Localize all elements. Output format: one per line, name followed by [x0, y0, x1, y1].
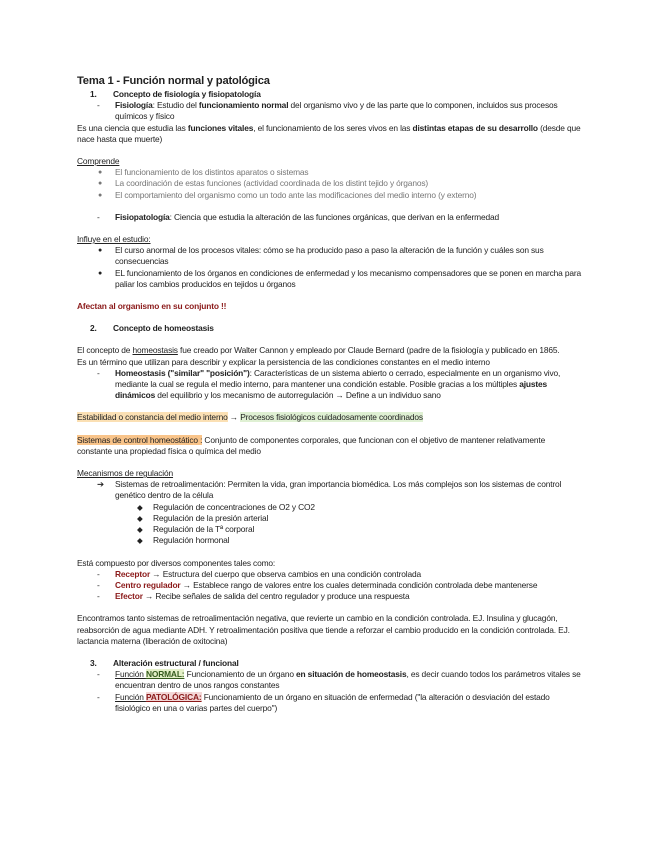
text: → Estructura del cuerpo que observa cambios en una condición controlada — [150, 568, 421, 579]
paragraph: Está compuesto por diversos componentes tales como: — [77, 557, 276, 568]
text: Funcionamiento de un órgano en situación de enfermedad ("la alteración o desviación del estado fisiológico en una o varias partes del cuerpo") — [115, 691, 550, 713]
item-text: EL funcionamiento de los órganos en condiciones de enfermedad y los mecanismo compensadores que se ponen en marcha para paliar los cambios producidos en tejidos u órganos — [115, 267, 582, 289]
bold-text: distintas etapas de su desarrollo — [412, 122, 538, 133]
document-title: Tema 1 - Función normal y patológica — [77, 75, 270, 87]
dash-marker: - — [97, 691, 100, 702]
document-page — [77, 74, 582, 714]
funcion-normal-item — [77, 669, 582, 691]
diamond-icon: ◆ — [137, 513, 143, 523]
term: Receptor — [115, 568, 151, 579]
item-text: El curso anormal de los procesos vitales: cómo se ha producido paso a paso la alteración de la función y cuáles son sus consecuencias — [115, 245, 544, 267]
highlight-text: Procesos fisiológicos cuidadosamente coordinados — [240, 412, 423, 423]
section-number: 1. — [90, 89, 97, 99]
mecanismos-heading: Mecanismos de regulación — [77, 468, 174, 479]
item-text: Regulación hormonal — [153, 535, 230, 546]
underlined-text: Función — [115, 669, 146, 680]
term: Efector — [115, 591, 143, 602]
bold-text: funciones vitales — [187, 122, 254, 133]
component-item — [77, 569, 582, 580]
text: del equilibrio y los mecanismo de autorregulación → Define a un individuo sano — [155, 390, 441, 401]
item-text: Regulación de la Tª corporal — [153, 524, 255, 535]
paragraph: Encontramos tanto sistemas de retroalimentación negativa, que revierte un cambio en la condición controlada. EJ. Insulina y glucagón, reabsorción de agua mediante ADH. Y retroalimentación positiva que tiende a reforzar el cambio producido en la condición controlada. EJ. lactancia materna (liberación de oxitocina) — [77, 613, 570, 646]
text: fue creado por Walter Cannon y empleado por Claude Bernard (padre de la fisiología y publicado en 1865. — [177, 345, 560, 356]
item-text: Regulación de concentraciones de O2 y CO2 — [153, 501, 315, 512]
influye-heading: Influye en el estudio: — [77, 234, 151, 245]
list-item — [77, 524, 582, 535]
section-3-heading — [77, 658, 582, 669]
text: del organismo vivo y de las parte que lo componen, incluidos sus procesos químicos y físico — [115, 100, 558, 122]
text: : Características de un sistema abierto o cerrado, especialmente en un organismo vivo, mediante la cual se regula el medio interno, para mantener una condición estable. Posible gracias a los múltiples — [115, 367, 561, 390]
list-item — [77, 245, 582, 267]
diamond-icon: ◆ — [137, 502, 143, 512]
arrow-text: → — [227, 412, 241, 423]
section-2-heading — [77, 323, 582, 334]
dash-marker: - — [97, 669, 100, 680]
underlined-text: Función — [115, 691, 146, 702]
text: : Estudio del — [152, 100, 199, 111]
text: (desde que nace hasta que muerte) — [77, 122, 581, 144]
term: Fisiología — [115, 100, 153, 111]
afectan-note: Afectan al organismo en su conjunto !! — [77, 301, 227, 312]
bullet-icon: ● — [98, 180, 103, 188]
text: , es decir cuando todos los parámetros vitales se encuentran dentro de unos rangos constantes — [115, 669, 581, 691]
term: Homeostasis ("similar" "posición") — [115, 367, 250, 378]
arrow-icon: ➔ — [97, 479, 104, 490]
text: → Recibe señales de salida del centro regulador y produce una respuesta — [142, 591, 410, 602]
fisiopatologia-definition — [77, 212, 582, 223]
text: Funcionamiento de un órgano — [184, 669, 297, 680]
text: → Establece rango de valores entre los cuales determinada condición controlada debe mantenerse — [180, 579, 538, 590]
item-text: Sistemas de retroalimentación: Permiten la vida, gran importancia biomédica. Los más complejos son los sistemas de control genético dentro de la célula — [115, 479, 562, 501]
dash-marker: - — [97, 100, 100, 111]
diamond-icon: ◆ — [137, 536, 143, 546]
comprende-heading: Comprende — [77, 156, 120, 167]
term: Centro regulador — [115, 579, 181, 590]
text: El concepto de — [77, 345, 133, 356]
component-item — [77, 591, 582, 602]
item-text: La coordinación de estas funciones (actividad coordinada de los distint tejido y órganos) — [115, 178, 429, 189]
section-title: Alteración estructural / funcional — [113, 657, 239, 668]
bold-text: funcionamiento normal — [198, 100, 289, 111]
dash-marker: - — [97, 591, 100, 602]
bold-text: en situación de homeostasis — [296, 669, 407, 680]
text: , el funcionamiento de los seres vivos en las — [253, 122, 413, 133]
highlight-text: Estabilidad o constancia del medio interno — [77, 412, 228, 423]
component-item — [77, 580, 582, 591]
highlight-term: NORMAL: — [145, 669, 185, 680]
paragraph — [77, 345, 582, 356]
list-item — [77, 190, 582, 201]
list-item — [77, 535, 582, 546]
item-text: El funcionamiento de los distintos aparatos o sistemas — [115, 167, 309, 178]
item-text: Regulación de la presión arterial — [153, 512, 269, 523]
dash-marker: - — [97, 568, 100, 579]
funcion-patologica-item — [77, 692, 582, 714]
homeostasis-definition — [77, 368, 582, 402]
sistemas-control-paragraph — [77, 435, 582, 457]
bold-text: ajustes dinámicos — [115, 379, 548, 401]
term: Fisiopatología — [115, 211, 170, 222]
text: Conjunto de componentes corporales, que funcionan con el objetivo de mantener relativamente constante una propiedad física o química del medio — [77, 434, 546, 456]
dash-marker: - — [97, 579, 100, 590]
retroalimentacion-item — [77, 479, 582, 501]
bullet-icon: ● — [98, 191, 103, 199]
section-number: 2. — [90, 323, 97, 334]
section-number: 3. — [90, 657, 97, 668]
list-item — [77, 167, 582, 178]
section-title: Concepto de fisiología y fisiopatología — [113, 89, 261, 99]
bullet-icon: ● — [98, 269, 103, 277]
diamond-icon: ◆ — [137, 525, 143, 535]
bullet-icon: ● — [98, 169, 103, 177]
paragraph: Es un término que utilizan para describir y explicar la persistencia de las condiciones constantes en el medio interno — [77, 356, 490, 367]
section-1-heading — [77, 89, 582, 100]
paragraph — [77, 123, 582, 145]
underlined-text: homeostasis — [132, 345, 178, 356]
fisiologia-definition — [77, 100, 582, 122]
list-item — [77, 268, 582, 290]
list-item — [77, 502, 582, 513]
list-item — [77, 513, 582, 524]
item-text: El comportamiento del organismo como un todo ante las modificaciones del medio interno (y externo) — [115, 189, 477, 200]
dash-marker: - — [97, 367, 100, 378]
highlight-term: PATOLÓGICA: — [145, 691, 202, 702]
section-title: Concepto de homeostasis — [113, 323, 214, 334]
list-item — [77, 178, 582, 189]
text: Es una ciencia que estudia las — [77, 122, 188, 133]
dash-marker: - — [97, 211, 100, 222]
highlight-term: Sistemas de control homeostático : — [77, 434, 203, 445]
text: : Ciencia que estudia la alteración de las funciones orgánicas, que derivan en la enfermedad — [169, 211, 500, 222]
bullet-icon: ● — [98, 247, 103, 255]
estabilidad-line — [77, 412, 582, 423]
